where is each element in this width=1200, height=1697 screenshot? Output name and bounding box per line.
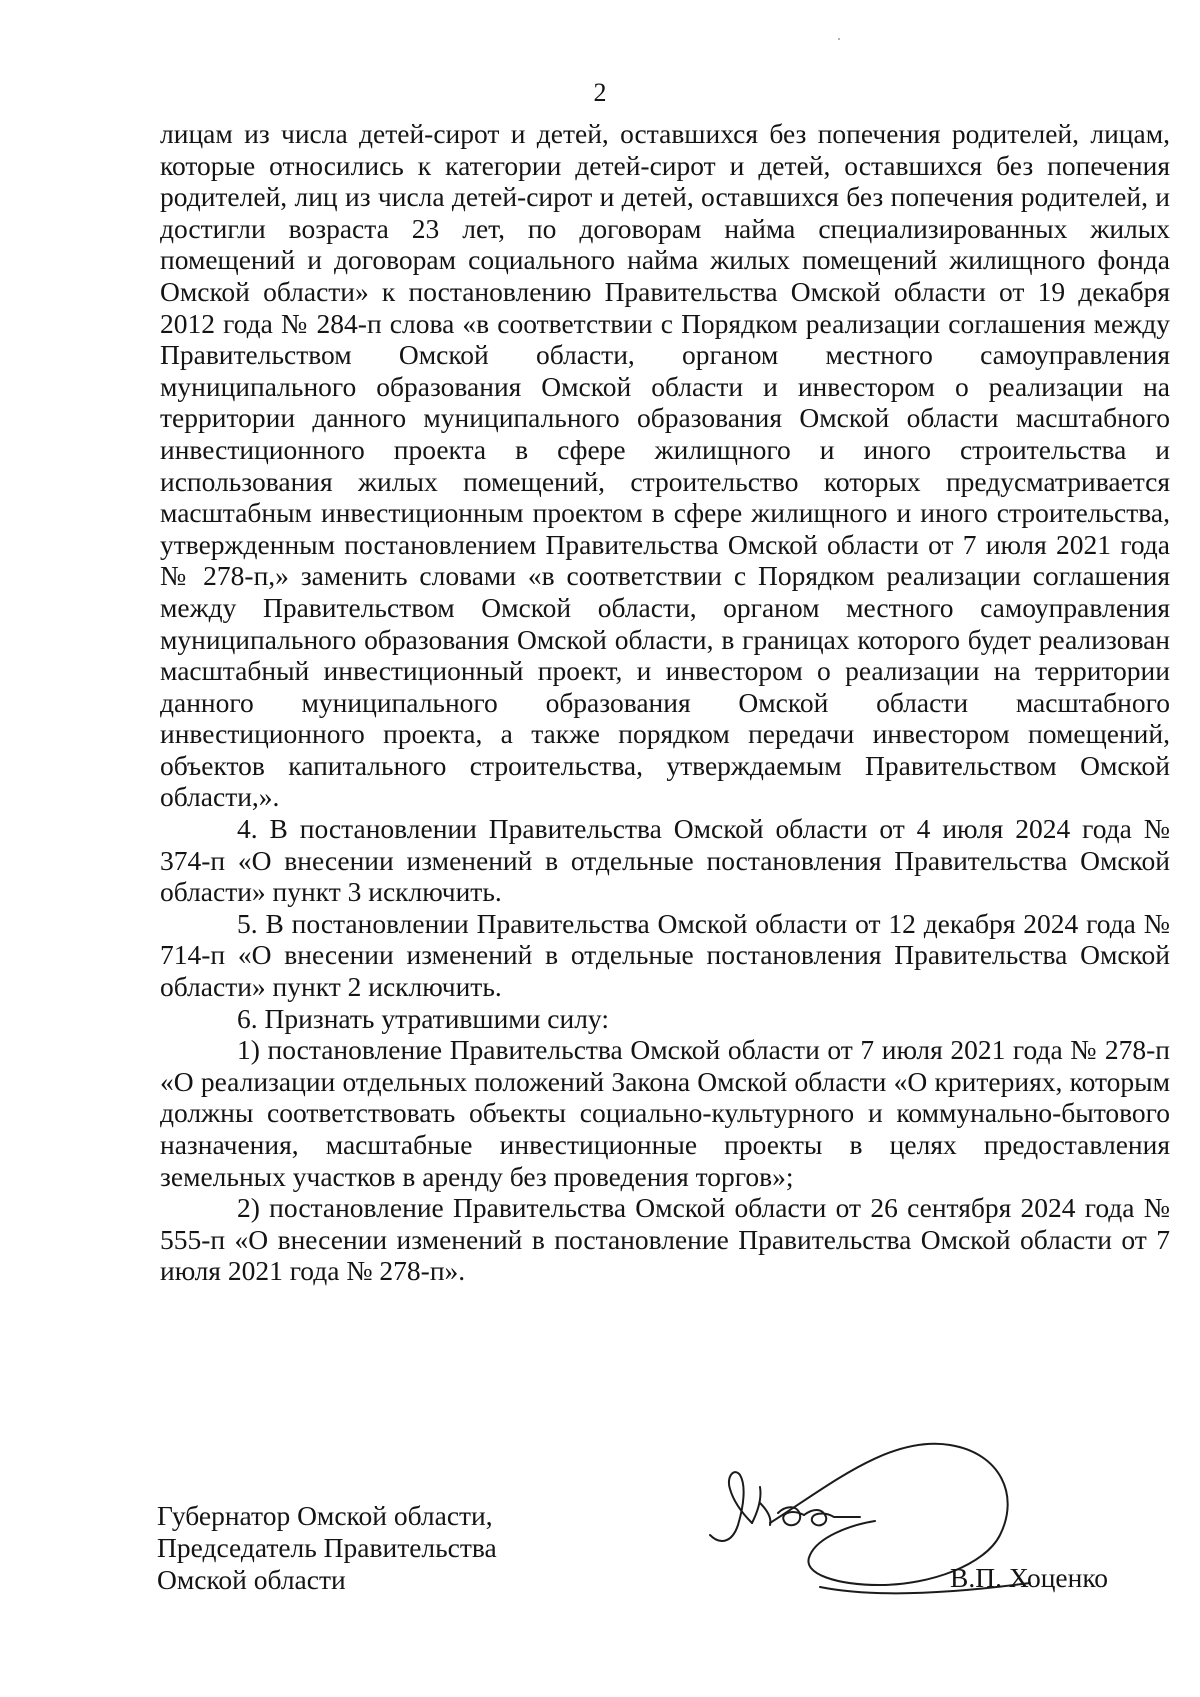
document-body bbox=[160, 118, 1170, 1287]
signatory-position-line: Губернатор Омской области, bbox=[157, 1500, 493, 1531]
signatory-position-line: Омской области bbox=[157, 1564, 346, 1595]
signatory-position-line: Председатель Правительства bbox=[157, 1532, 497, 1563]
paragraph-subitem-1: 1) постановление Правительства Омской области от 7 июля 2021 года № 278-п «О реализации отдельных положений Закона Омской области «О критериях, которым должны соответствовать объекты социально-культурного и коммунально-бытового назначения, масштабные инвестиционные проекты в целях предоставления земельных участков в аренду без проведения торгов»; bbox=[160, 1034, 1170, 1192]
scan-artifact bbox=[838, 38, 840, 40]
page-number: 2 bbox=[593, 78, 607, 107]
paragraph-item-6: 6. Признать утратившими силу: bbox=[237, 1002, 609, 1034]
paragraph-continuation: лицам из числа детей-сирот и детей, оставшихся без попечения родителей, лицам, которые относились к категории детей-сирот и детей, оставшихся без попечения родителей, лиц из числа детей-сирот и детей, оставшихся без попечения родителей, и достигли возраста 23 лет, по договорам найма специализированных жилых помещений и договорам социального найма жилых помещений жилищного фонда Омской области» к постановлению Правительства Омской области от 19 декабря 2012 года № 284-п слова «в соответствии с Порядком реализации соглашения между Правительством Омской области, органом местного самоуправления муниципального образования Омской области и инвестором о реализации на территории данного муниципального образования Омской области масштабного инвестиционного проекта в сфере жилищного и иного строительства и использования жилых помещений, строительство которых предусматривается масштабным инвестиционным проектом в сфере жилищного и иного строительства, утвержденным постановлением Правительства Омской области от 7 июля 2021 года № 278-п,» заменить словами «в соответствии с Порядком реализации соглашения между Правительством Омской области, органом местного самоуправления муниципального образования Омской области, в границах которого будет реализован масштабный инвестиционный проект, и инвестором о реализации на территории данного муниципального образования Омской области масштабного инвестиционного проекта, а также порядком передачи инвестором помещений, объектов капитального строительства, утверждаемым Правительством Омской области,». bbox=[160, 118, 1170, 813]
paragraph-item-4: 4. В постановлении Правительства Омской области от 4 июля 2024 года № 374-п «О внесении изменений в отдельные постановления Правительства Омской области» пункт 3 исключить. bbox=[160, 813, 1170, 908]
signatory-name: В.П. Хоценко bbox=[950, 1562, 1109, 1593]
paragraph-subitem-2: 2) постановление Правительства Омской области от 26 сентября 2024 года № 555-п «О внесении изменений в постановление Правительства Омской области от 7 июля 2021 года № 278-п». bbox=[160, 1192, 1170, 1287]
signatory-position bbox=[157, 1500, 497, 1596]
paragraph-item-5: 5. В постановлении Правительства Омской области от 12 декабря 2024 года № 714-п «О внесении изменений в отдельные постановления Правительства Омской области» пункт 2 исключить. bbox=[160, 907, 1170, 1003]
